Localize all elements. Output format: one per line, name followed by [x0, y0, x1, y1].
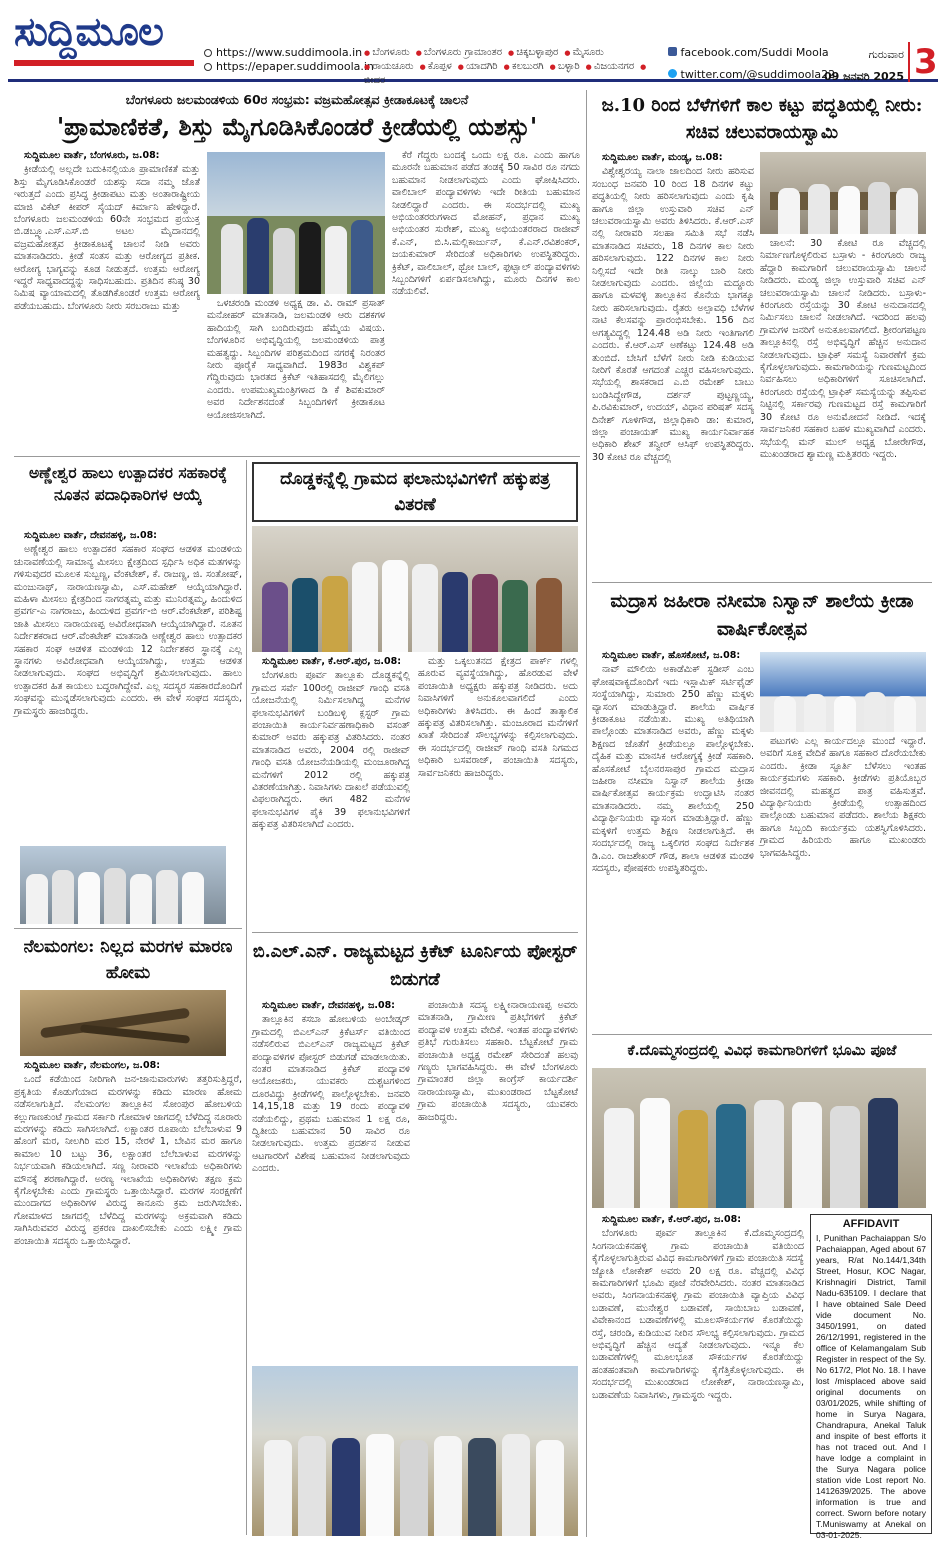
- story7-col1: [252, 1000, 410, 1362]
- story4-headline: ದೊಡ್ಡಕನ್ನೆಲ್ಲಿ ಗ್ರಾಮದ ಫಲಾನುಭವಿಗಳಿಗೆ ಹಕ್ಕುಪತ್ರ ವಿತರಣೆ: [252, 462, 578, 522]
- story1-place: ಬೆಂಗಳೂರು, ಜ.08:: [90, 150, 160, 161]
- story3-body: [14, 530, 242, 842]
- story5-body-2: ಪಟುಗಳು ಎಲ್ಲ ಕಾರ್ಯದಲ್ಲೂ ಮುಂದೆ ಇದ್ದಾರೆ. ಅವರಿಗೆ ಸೂಕ್ತ ವೇದಿಕೆ ಹಾಗೂ ಸಹಕಾರ ದೊರೆಯಬೇಕು ಎಂದರು. ಕ್ರೀಡಾ ಸ್ಫೂರ್ತಿ ಬೆಳೆಸಲು ಇಂತಹ ಕಾರ್ಯಕ್ರಮಗಳು ಸಹಕಾರಿ. ಕ್ರೀಡೆಗಳು ಪ್ರತಿಯೊಬ್ಬರ ಜೀವನದಲ್ಲಿ ಮಹತ್ವದ ಪಾತ್ರ ವಹಿಸುತ್ತವೆ. ವಿದ್ಯಾರ್ಥಿನಿಯರು ಕ್ರೀಡೆಯಲ್ಲಿ ಉತ್ಸಾಹದಿಂದ ಪಾಲ್ಗೊಂಡು ಬಹುಮಾನ ಪಡೆದರು. ಶಾಲೆಯ ಶಿಕ್ಷಕರು ಹಾಗೂ ಸಿಬ್ಬಂದಿ ಕಾರ್ಯಕ್ರಮ ಯಶಸ್ವಿಗೊಳಿಸಿದರು. ಗ್ರಾಮದ ಹಿರಿಯರು ಹಾಗೂ ಮುಖಂಡರು ಭಾಗವಹಿಸಿದ್ದರು.: [760, 736, 926, 859]
- story1-body-3: ಕೆರೆ ಗೆದ್ದರು ಬಂದಕ್ಕೆ ಒಂದು ಲಕ್ಷ ರೂ. ಎಂದು ಹಾಗೂ ಮೂರನೇ ಬಹುಮಾನ ಪಡೆದ ತಂಡಕ್ಕೆ 50 ಸಾವಿರ ರೂ ನಗದು ಬಹುಮಾನ ನೀಡಲಾಗುವುದು ಎಂದು ಘೋಷಿಸಿದರು. ವಾಲಿಬಾಲ್ ಪಂದ್ಯಾವಳಿಗಳು ಇದೇ ರೀತಿಯ ಬಹುಮಾನ ನೀಡಲಿದ್ದಾರೆ ಎಂದರು. ಈ ಸಂದರ್ಭದಲ್ಲಿ ಮುಖ್ಯ ಅಭಿಯಂತರರುಗಳಾದ ಮೋಹನ್, ಪ್ರಧಾನ ಮುಖ್ಯ ಅಭಿಯಂತರ ಸುರೇಶ್, ಮುಖ್ಯ ಅಭಿಯಂತರರಾದ ರಾಜೀವ್ ಕೆ.ಎನ್, ಬಿ.ಸಿ.ಮಲ್ಲಿಕಾರ್ಜುನ್, ಕೆ.ಎನ್.ರವಿಶಂಕರ್, ಜಯಕುಮಾರ್ ಸೇರಿದಂತೆ ಅಧಿಕಾರಿಗಳು ಉಪಸ್ಥಿತರಿದ್ದರು. ಕ್ರಿಕೆಟ್, ವಾಲಿಬಾಲ್, ಥ್ರೋ ಬಾಲ್, ಫುಟ್ಬಾಲ್ ಪಂದ್ಯಾವಳಿಗಳು ಸಿಬ್ಬಂದಿಗಳಿಗೆ ಏರ್ಪಡಿಸಲಾಗಿದ್ದು, ಮೂರು ದಿನಗಳ ಕಾಲ ನಡೆಯಲಿವೆ.: [392, 150, 580, 298]
- column-divider: [586, 90, 587, 585]
- city-edition-link[interactable]: ● ರಾಯಚೂರು: [364, 61, 414, 72]
- story3-byline: ಸುದ್ದಿಮೂಲ ವಾರ್ತೆ,: [24, 530, 88, 541]
- city-editions: [364, 46, 664, 88]
- story3-photo: [20, 846, 226, 924]
- story7-headline: ಬಿ.ಎಲ್.ಎನ್. ರಾಜ್ಯಮಟ್ಟದ ಕ್ರಿಕೆಟ್ ಟೂರ್ನಿಯ ಪೋಸ್ಟರ್ ಬಿಡುಗಡೆ: [252, 942, 578, 990]
- story1-headline: 'ಪ್ರಾಮಾಣಿಕತೆ, ಶಿಸ್ತು ಮೈಗೂಡಿಸಿಕೊಂಡರೆ ಕ್ರೀಡೆಯಲ್ಲಿ ಯಶಸ್ಸು': [56, 112, 538, 141]
- epaper-link[interactable]: https://epaper.suddimoola.in: [216, 60, 374, 73]
- story2-photo: [760, 152, 926, 234]
- story7-place: ದೇವನಹಳ್ಳಿ, ಜ.08:: [328, 1000, 395, 1011]
- story1-body-1: ಕ್ರೀಡೆಯಲ್ಲಿ ಅಲ್ಲದೇ ಬದುಕಿನಲ್ಲಿಯೂ ಪ್ರಾಮಾಣಿಕತೆ ಮತ್ತು ಶಿಸ್ತು ಮೈಗೂಡಿಸಿಕೊಂಡರೆ ಯಶಸ್ಸು ಸದಾ ನಮ್ಮ ಜೊತೆ ಇರುತ್ತದೆ ಎಂದು ಪ್ರಸಿದ್ಧ ಕ್ರೀಡಾಪಟು ಮತ್ತು ಅಂತಾರಾಷ್ಟ್ರೀಯ ಮಾಜಿ ವಿಕೆಟ್ ಕೀಪರ್ ಸೈಯದ್ ಕಿರ್ಮಾನಿ ಹೇಳಿದ್ದಾರೆ. ಬೆಂಗಳೂರು ಜಲಮಂಡಳಿಯ 60ನೇ ಸಂಭ್ರಮದ ಪ್ರಯುಕ್ತ ಬಿ.ಡಬ್ಲ್ಯೂ.ಎಸ್.ಎಸ್.ಬಿ ಅಟಲ ಮೈದಾನದಲ್ಲಿ ವಜ್ರಮಹೋತ್ಸವ ಕ್ರೀಡಾಕೂಟಕ್ಕೆ ಚಾಲನೆ ನೀಡಿ ಅವರು ಮಾತನಾಡಿದರು. ಕ್ರೀಡೆ ಸಂತಸ ಮತ್ತು ಆರೋಗ್ಯದ ಪ್ರತೀಕ. ಆರೋಗ್ಯ ಭಾಗ್ಯವನ್ನು ಕೂಡ ನೀಡುತ್ತದೆ. ಉತ್ತಮ ಆರೋಗ್ಯ ಇದ್ದರೆ ಸಾಧ್ಯವಾದದ್ದನ್ನು ಸಾಧಿಸಬಹುದು. ಪ್ರತಿದಿನ ಕನಿಷ್ಠ 30 ನಿಮಿಷ ವ್ಯಾಯಾಮದಲ್ಲಿ ತೊಡಗಿಕೊಂಡರೆ ಉತ್ತಮ ಆರೋಗ್ಯ ಪಡೆಯಬಹುದು. ಬೆಂಗಳೂರು ನೀರು ಸರಬರಾಜು ಮತ್ತು: [14, 164, 200, 312]
- story8-photo: [592, 1068, 926, 1208]
- story3-headline: ಅಣ್ಣೇಶ್ವರ ಹಾಲು ಉತ್ಪಾದಕರ ಸಹಕಾರಕ್ಕೆ ನೂತನ ಪದಾಧಿಕಾರಿಗಳ ಆಯ್ಕೆ: [28, 463, 228, 504]
- facebook-link[interactable]: facebook.com/Suddi Moola: [680, 46, 829, 59]
- masthead: [8, 4, 938, 86]
- page-number: 3: [908, 42, 938, 82]
- city-edition-link[interactable]: ● ಬೆಂಗಳೂರು: [364, 47, 410, 58]
- day-label: ಗುರುವಾರ: [868, 48, 904, 61]
- column-divider: [246, 460, 247, 1535]
- story4-byline: ಸುದ್ದಿಮೂಲ ವಾರ್ತೆ,: [262, 656, 326, 667]
- story4-col1: [252, 656, 410, 928]
- globe-icon: [204, 49, 212, 57]
- section-divider: [14, 456, 580, 457]
- story5-headline: ಮದ್ರಾಸ ಜಹೀರಾ ನಸೀಮಾ ನಿಸ್ವಾನ್ ಶಾಲೆಯ ಕ್ರೀಡಾ ವಾರ್ಷಿಕೋತ್ಸವ: [610, 591, 914, 640]
- web-links: [204, 46, 374, 74]
- story5-body-1: ನಾವ್ ಮೌಲಿಯಿ ಅಕಾಡೆಮಿಕ್ ಸ್ಟಡೀಸ್ ಎಂಬ ಘೋಷವಾಕ್ಯದೊಂದಿಗೆ ಇದು ಇಸ್ಲಾಮಿಕ್ ಸರ್ಟಿಫೈಡ್ ಸಂಸ್ಥೆಯಾಗಿದ್ದು, ಸುಮಾರು 250 ಹೆಣ್ಣು ಮಕ್ಕಳು ವ್ಯಾಸಂಗ ಮಾಡುತ್ತಿದ್ದಾರೆ. ಶಾಲೆಯ ವಾರ್ಷಿಕ ಕ್ರೀಡಾಕೂಟ ನಡೆಯಿತು. ಮುಖ್ಯ ಅತಿಥಿಯಾಗಿ ಪಾಲ್ಗೊಂಡು ಮಾತನಾಡಿದ ಅವರು, ಹೆಣ್ಣು ಮಕ್ಕಳು ಶಿಕ್ಷಣದ ಜೊತೆಗೆ ಕ್ರೀಡೆಯಲ್ಲೂ ಪಾಲ್ಗೊಳ್ಳಬೇಕು. ದೈಹಿಕ ಮತ್ತು ಮಾನಸಿಕ ಆರೋಗ್ಯಕ್ಕೆ ಕ್ರೀಡೆ ಸಹಕಾರಿ. ಹೊಸಕೋಟೆ ಬೈಲನರಸಾಪುರ ಗ್ರಾಮದ ಮದ್ರಾಸ ಜಹೀರಾ ನಸೀಮಾ ನಿಸ್ವಾನ್ ಶಾಲೆಯ ಕ್ರೀಡಾ ವಾರ್ಷಿಕೋತ್ಸವ ಕಾರ್ಯಕ್ರಮ ಉದ್ಘಾಟಿಸಿ ನಂತರ ಮಾತನಾಡಿದರು. ನಮ್ಮ ಶಾಲೆಯಲ್ಲಿ 250 ವಿದ್ಯಾರ್ಥಿನಿಯರು ವ್ಯಾಸಂಗ ಮಾಡುತ್ತಿದ್ದಾರೆ. ಹೆಣ್ಣು ಮಕ್ಕಳಿಗೆ ಉತ್ತಮ ಶಿಕ್ಷಣ ನೀಡಲಾಗುತ್ತಿದೆ. ಈ ಸಂದರ್ಭದಲ್ಲಿ ರಾಜ್ಯ ಒಕ್ಕಲಿಗರ ಸಂಘದ ನಿರ್ದೇಶಕ ಡಿ.ಎಂ. ರಾಜಶೇಖರ್ ಗೌಡ, ಶಾಲಾ ಆಡಳಿತ ಮಂಡಳಿ ಸದಸ್ಯರು, ಪೋಷಕರು ಉಪಸ್ಥಿತರಿದ್ದರು.: [592, 664, 754, 874]
- city-edition-link[interactable]: ● ಯಾದಗಿರಿ: [458, 61, 498, 72]
- story6-text: ಒಂದೆ ಕಡೆಯಿಂದ ನೀರಿಗಾಗಿ ಜನ-ಜಾನುವಾರುಗಳು ತತ್ತರಿಸುತ್ತಿದ್ದರೆ, ಪ್ರಕೃತಿಯ ಕೊಡುಗೆಯಾದ ಮರಗಳನ್ನು ಕಡಿದು ಮಾರಣ ಹೋಮ ನಡೆಸಲಾಗುತ್ತಿದೆ. ನೆಲಮಂಗಲ ತಾಲ್ಲೂಕಿನ ಸೋಂಪುರ ಹೋಬಳಿಯ ಕಲ್ಲುಗಾಣಕುಂಟೆ ಗ್ರಾಮದ ಸರ್ಕಾರಿ ಗೋಮಾಳ ಜಾಗದಲ್ಲಿ ಬೆಳೆದಿದ್ದ ನೂರಾರು ಮರಗಳನ್ನು ಕಡಿದು ಸಾಗಿಸಲಾಗಿದೆ. ಲಕ್ಷಾಂತರ ರೂಪಾಯಿ ಬೆಲೆಬಾಳುವ 9 ಹೊಂಗೆ ಮರ, ನೀಲಗಿರಿ ಮರ 15, ನೇರಳೆ 1, ಬೇವಿನ ಮರ ಹಾಗೂ ಕಾಮಾಲ 10 ಬಟ್ಟು 36, ಲಕ್ಷಾಂತರ ಬೆಲೆಬಾಳುವ ಮರಗಳನ್ನು ನಿರ್ಭಯವಾಗಿ ಕಡಿಯಲಾಗಿದೆ. ಸಣ್ಣ ನೀರಾವರಿ ಇಲಾಖೆಯ ಅಧಿಕಾರಿಗಳು ಮೌನಕ್ಕೆ ಶರಣಾಗಿದ್ದಾರೆ. ಅರಣ್ಯ ಇಲಾಖೆಯ ಅಧಿಕಾರಿಗಳು ತಕ್ಷಣ ಕ್ರಮ ಕೈಗೊಳ್ಳಬೇಕು ಎಂದು ಗ್ರಾಮಸ್ಥರು ಒತ್ತಾಯಿಸಿದ್ದಾರೆ. ಮರಗಳ ಸಂರಕ್ಷಣೆಗೆ ಮುಂದಾಗದ ಅಧಿಕಾರಿಗಳ ವಿರುದ್ಧ ಕಾನೂನು ಕ್ರಮ ಜರುಗಿಸಬೇಕು. ಗೋಮಾಳದ ಜಾಗದಲ್ಲಿ ಬೆಳೆದಿದ್ದ ಮರಗಳನ್ನು ಅಕ್ರಮವಾಗಿ ಕಡಿದು ಸಾಗಿಸಿರುವವರ ವಿರುದ್ಧ ಪ್ರಕರಣ ದಾಖಲಿಸಬೇಕು ಎಂದು ಲಕ್ಷ್ಮೀ ಗ್ರಾಮ ಪಂಚಾಯಿತಿ ಸದಸ್ಯರು ಒತ್ತಾಯಿಸಿದ್ದಾರೆ.: [14, 1074, 242, 1247]
- story8-text: ಬೆಂಗಳೂರು ಪೂರ್ವ ತಾಲ್ಲೂಕಿನ ಕೆ.ದೊಮ್ಮಸಂದ್ರದಲ್ಲಿ ಸಿಂಗನಾಯಕನಹಳ್ಳಿ ಗ್ರಾಮ ಪಂಚಾಯಿತಿ ವತಿಯಿಂದ ಕೈಗೊಳ್ಳಲಾಗುತ್ತಿರುವ ವಿವಿಧ ಕಾಮಗಾರಿಗಳಿಗೆ ಗ್ರಾಮ ಪಂಚಾಯಿತಿ ಸದಸ್ಯೆ ಜ್ಯೋತಿ ಲೋಕೇಶ್ ಅವರು 20 ಲಕ್ಷ ರೂ. ವೆಚ್ಚದಲ್ಲಿ ವಿವಿಧ ಕಾಮಗಾರಿಗಳಿಗೆ ಭೂಮಿ ಪೂಜೆ ನೆರವೇರಿಸಿದರು. ನಂತರ ಮಾತನಾಡಿದ ಅವರು, ಸಿಂಗನಾಯಕನಹಳ್ಳಿ ಗ್ರಾಮ ಪಂಚಾಯಿತಿ ವ್ಯಾಪ್ತಿಯ ವಿವಿಧ ಬಡಾವಣೆ, ಮುನೇಶ್ವರ ಬಡಾವಣೆ, ಸಾಯಿಬಾಬ ಬಡಾವಣೆ, ವಿವೇಕಾನಂದ ಬಡಾವಣೆಗಳಲ್ಲಿ ಮೂಲಸೌಕರ್ಯಗಳ ಕೊರತೆಯಿದ್ದು ರಸ್ತೆ, ಚರಂಡಿ, ಕುಡಿಯುವ ನೀರಿನ ಸೌಲಭ್ಯ ಕಲ್ಪಿಸಲಾಗುವುದು. ಗ್ರಾಮದ ಅಭಿವೃದ್ಧಿಗೆ ಹೆಚ್ಚಿನ ಆದ್ಯತೆ ನೀಡಲಾಗುವುದು. ಇನ್ನೂ ಕೆಲ ಬಡಾವಣೆಗಳಲ್ಲಿ ಮೂಲಭೂತ ಸೌಕರ್ಯಗಳ ಕೊರತೆಯಿದ್ದು ಹಂತಹಂತವಾಗಿ ಕಾಮಗಾರಿಗಳನ್ನು ಕೈಗೆತ್ತಿಕೊಳ್ಳಲಾಗುವುದು. ಈ ಸಂದರ್ಭದಲ್ಲಿ ಮುಖಂಡರಾದ ಲೋಕೇಶ್, ನಾರಾಯಣಸ್ವಾಮಿ, ಬಡಾವಣೆಯ ನಿವಾಸಿಗಳು, ಗ್ರಾಮಸ್ಥರು ಇದ್ದರು.: [592, 1228, 804, 1401]
- story5-place: ಹೊಸಕೋಟೆ, ಜ.08:: [668, 650, 741, 661]
- affidavit-title: AFFIDAVIT: [842, 1218, 900, 1230]
- city-edition-link[interactable]: ● ಕೊಪ್ಪಳ: [420, 61, 452, 72]
- story2-byline: ಸುದ್ದಿಮೂಲ ವಾರ್ತೆ,: [602, 152, 666, 163]
- story1-byline: ಸುದ್ದಿಮೂಲ ವಾರ್ತೆ,: [24, 150, 88, 161]
- twitter-link[interactable]: twitter.com/@suddimoola22: [680, 68, 836, 81]
- story5-col1: [592, 650, 754, 1030]
- story7-photo: [252, 1366, 578, 1536]
- city-edition-link[interactable]: ● ಬೆಂಗಳೂರು ಗ್ರಾಮಾಂತರ: [416, 47, 502, 58]
- affidavit-notice: [810, 1214, 932, 1540]
- story1-kicker: ಬೆಂಗಳೂರು ಜಲಮಂಡಳಿಯ 60ರ ಸಂಭ್ರಮ: ವಜ್ರಮಹೋತ್ಸವ ಕ್ರೀಡಾಕೂಟಕ್ಕೆ ಚಾಲನೆ: [125, 92, 469, 107]
- story4-col2: [418, 656, 578, 928]
- story1-col3: [392, 150, 580, 452]
- story4-body-1: ಬೆಂಗಳೂರು ಪೂರ್ವ ತಾಲ್ಲೂಕು ದೊಡ್ಡಕನ್ನೆಲ್ಲಿ ಗ್ರಾಮದ ಸರ್ವೆ 100ರಲ್ಲಿ ರಾಜೀವ್ ಗಾಂಧಿ ವಸತಿ ಯೋಜನೆಯಲ್ಲಿ ನಿರ್ಮಿಸಲಾಗಿದ್ದ ಮನೆಗಳ ಫಲಾನುಭವಿಗಳಿಗೆ ಬಂಡಿಬಳ್ಳಿ ಕ್ಲಸ್ಟರ್ ಗ್ರಾಮ ಪಂಚಾಯಿತಿ ಕಾರ್ಯನಿರ್ವಹಣಾಧಿಕಾರಿ ವಸಂತ್ ಕುಮಾರ್ ಅವರು ಹಕ್ಕುಪತ್ರ ವಿತರಿಸಿದರು. ನಂತರ ಮಾತನಾಡಿದ ಅವರು, 2004 ರಲ್ಲಿ ರಾಜೀವ್ ಗಾಂಧಿ ವಸತಿ ಯೋಜನೆಯಡಿಯಲ್ಲಿ ಮಂಜೂರಾಗಿದ್ದ ಮನೆಗಳಿಗೆ 2012 ರಲ್ಲಿ ಹಕ್ಕುಪತ್ರ ವಿತರಣೆಯಾಗಿತ್ತು. ನಿವಾಸಿಗಳು ದಾಖಲೆ ಪಡೆಯುವಲ್ಲಿ ವಿಫಲರಾಗಿದ್ದರು. ಈಗ 482 ಮನೆಗಳ ಫಲಾನುಭವಿಗಳ ಪೈಕಿ 39 ಫಲಾನುಭವಿಗಳಿಗೆ ಹಕ್ಕುಪತ್ರ ವಿತರಿಸಲಾಗಿದೆ ಎಂದರು.: [252, 670, 410, 831]
- city-edition-link[interactable]: ● ಕಲಬುರಗಿ: [504, 61, 544, 72]
- story7-body-1: ತಾಲ್ಲೂಕಿನ ಕಸಬಾ ಹೋಬಳಿಯ ಅಂಬೇಡ್ಕರ್ ಗ್ರಾಮದಲ್ಲಿ ಬಿಎಲ್ಎನ್ ಕ್ರಿಕೆಟರ್ಸ್ ವತಿಯಿಂದ ನಡೆಸಲಿರುವ ಬಿಎಲ್ಎನ್ ರಾಜ್ಯಮಟ್ಟದ ಕ್ರಿಕೆಟ್ ಪಂದ್ಯಾವಳಿಗಳ ಪೋಸ್ಟರ್ ಬಿಡುಗಡೆ ಮಾಡಲಾಯಿತು. ನಂತರ ಮಾತನಾಡಿದ ಕ್ರಿಕೆಟ್ ಪಂದ್ಯಾವಳಿ ಆಯೋಜಕರು, ಯುವಕರು ದುಶ್ಚಟಗಳಿಂದ ದೂರವಿದ್ದು ಕ್ರೀಡೆಗಳಲ್ಲಿ ಪಾಲ್ಗೊಳ್ಳಬೇಕು. ಜನವರಿ 14,15,18 ಮತ್ತು 19 ರಂದು ಪಂದ್ಯಾವಳಿ ನಡೆಯಲಿದ್ದು, ಪ್ರಥಮ ಬಹುಮಾನ 1 ಲಕ್ಷ ರೂ, ದ್ವಿತೀಯ ಬಹುಮಾನ 50 ಸಾವಿರ ರೂ ನೀಡಲಾಗುವುದು. ಉತ್ತಮ ಪ್ರದರ್ಶನ ನೀಡುವ ಆಟಗಾರರಿಗೆ ವಿಶೇಷ ಬಹುಮಾನ ನೀಡಲಾಗುವುದು ಎಂದರು.: [252, 1014, 410, 1175]
- city-edition-link[interactable]: ● ಬೀದರ: [364, 61, 646, 86]
- globe-icon: [204, 63, 212, 71]
- story5-col2: [760, 736, 926, 1030]
- story8-body: [592, 1214, 804, 1538]
- story7-body-2: ಪಂಚಾಯಿತಿ ಸದಸ್ಯ ಲಕ್ಷ್ಮೀನಾರಾಯಣಪ್ಪ ಅವರು ಮಾತನಾಡಿ, ಗ್ರಾಮೀಣ ಪ್ರತಿಭೆಗಳಿಗೆ ಕ್ರಿಕೆಟ್ ಪಂದ್ಯಾವಳಿ ಉತ್ತಮ ವೇದಿಕೆ. ಇಂತಹ ಪಂದ್ಯಾವಳಿಗಳು ಪ್ರತಿಭೆ ಗುರುತಿಸಲು ಸಹಕಾರಿ. ಬೆಟ್ಟಕೋಟೆ ಗ್ರಾಮ ಪಂಚಾಯಿತಿ ಅಧ್ಯಕ್ಷ ರಮೇಶ್ ಸೇರಿದಂತೆ ಹಲವು ಗಣ್ಯರು ಭಾಗವಹಿಸಿದ್ದರು. ಈ ವೇಳೆ ಬೆಂಗಳೂರು ಗ್ರಾಮಾಂತರ ಜಿಲ್ಲಾ ಕಾಂಗ್ರೆಸ್ ಕಾರ್ಯದರ್ಶಿ ನಾರಾಯಣಸ್ವಾಮಿ, ಮುಖಂಡರಾದ ಬೆಟ್ಟಕೋಟೆ ಗ್ರಾಮ ಪಂಚಾಯಿತಿ ಸದಸ್ಯರು, ಯುವಕರು ಹಾಜರಿದ್ದರು.: [418, 1000, 578, 1123]
- story8-headline: ಕೆ.ದೊಮ್ಮಸಂದ್ರದಲ್ಲಿ ವಿವಿಧ ಕಾಮಗಾರಿಗಳಿಗೆ ಭೂಮಿ ಪೂಜೆ: [627, 1042, 897, 1059]
- section-divider: [592, 1034, 932, 1035]
- story8-place: ಕೆ.ಆರ್.ಪುರ, ಜ.08:: [668, 1214, 741, 1225]
- story6-byline: ಸುದ್ದಿಮೂಲ ವಾರ್ತೆ,: [24, 1060, 88, 1071]
- story7-byline: ಸುದ್ದಿಮೂಲ ವಾರ್ತೆ,: [262, 1000, 326, 1011]
- story6-body: [14, 1060, 242, 1538]
- story5-byline: ಸುದ್ದಿಮೂಲ ವಾರ್ತೆ,: [602, 650, 666, 661]
- story7-col2: [418, 1000, 578, 1362]
- city-edition-link[interactable]: ● ವಿಜಯನಗರ: [586, 61, 634, 72]
- story3-text: ಅಣ್ಣೇಶ್ವರ ಹಾಲು ಉತ್ಪಾದಕರ ಸಹಕಾರ ಸಂಘದ ಆಡಳಿತ ಮಂಡಳಿಯ ಚುನಾವಣೆಯಲ್ಲಿ ಸಾಮಾನ್ಯ ಮೀಸಲು ಕ್ಷೇತ್ರದಿಂದ ಸ್ಪರ್ಧಿಸಿ ಅಧಿಕ ಮತಗಳನ್ನು ಗಳಿಸುವುದರ ಮೂಲಕ ಸುಬ್ಬಣ್ಣ, ವೆಂಕಟೇಶ್, ಕೆ. ರಾಜಣ್ಣ, ಜಿ. ಸಂತೋಷ್, ಮಂಜುನಾಥ್, ನಾರಾಯಣಸ್ವಾಮಿ, ಎಸ್.ಮಹೇಶ್ ಆಯ್ಕೆಯಾಗಿದ್ದಾರೆ. ಮಹಿಳಾ ಮೀಸಲು ಕ್ಷೇತ್ರದಿಂದ ನಾಗರತ್ನಮ್ಮ ಮತ್ತು ಮುನಿರತ್ನಮ್ಮ, ಹಿಂದುಳಿದ ಪ್ರವರ್ಗ-ಎ ನಾಗರಾಜು, ಹಿಂದುಳಿದ ಪ್ರವರ್ಗ-ಬಿ ಆರ್.ವೆಂಕಟೇಶ್, ಪರಿಶಿಷ್ಟ ಜಾತಿ ಮೀಸಲು ನಾರಾಯಣಪ್ಪ ಅವಿರೋಧವಾಗಿ ಆಯ್ಕೆಯಾಗಿದ್ದಾರೆ. ನೂತನ ನಿರ್ದೇಶಕರಾದ ಆರ್.ವೆಂಕಟೇಶ್ ಮಾತನಾಡಿ ಅಣ್ಣೇಶ್ವರ ಹಾಲು ಉತ್ಪಾದಕರ ಸಹಕಾರ ಸಂಘ ಆಡಳಿತ ಮಂಡಳಿಯ 12 ನಿರ್ದೇಶಕರ ಸ್ಥಾನಕ್ಕೆ ಎಲ್ಲ ಸ್ಥಾನಗಳು ಅವಿರೋಧವಾಗಿ ಆಯ್ಕೆಯಾಗಿದ್ದು, ಉತ್ತಮ ಆಡಳಿತ ನೀಡಲಾಗುವುದು. ಸಂಘದ ಅಭಿವೃದ್ಧಿಗೆ ಶ್ರಮಿಸಲಾಗುವುದು. ಹಾಲು ಉತ್ಪಾದಕರ ಹಿತ ಕಾಯಲು ಬದ್ಧರಾಗಿದ್ದೇವೆ. ಎಲ್ಲ ಸದಸ್ಯರ ಸಹಕಾರದೊಂದಿಗೆ ಸಂಘವನ್ನು ಮುನ್ನಡೆಸಲಾಗುವುದು ಎಂದರು. ಈ ವೇಳೆ ಸಂಘದ ಸದಸ್ಯರು, ಗ್ರಾಮಸ್ಥರು ಹಾಜರಿದ್ದರು.: [14, 544, 242, 717]
- story2-place: ಮಂಡ್ಯ, ಜ.08:: [668, 152, 723, 163]
- website-link[interactable]: https://www.suddimoola.in: [216, 46, 363, 59]
- date-label: 09 ಜನವರಿ 2025: [824, 70, 904, 83]
- facebook-icon: [668, 47, 677, 56]
- story6-place: ನೆಲಮಂಗಲ, ಜ.08:: [90, 1060, 161, 1071]
- story2-body-2: ಚಾಲನೆ: 30 ಕೋಟಿ ರೂ ವೆಚ್ಚದಲ್ಲಿ ನಿರ್ಮಾಣಗೊಳ್ಳಲಿರುವ ಬಸ್ರಾಳು - ಕಿರಂಗೂರು ರಾಜ್ಯ ಹೆದ್ದಾರಿ ಕಾಮಗಾರಿಗೆ ಚಲುವರಾಯಸ್ವಾಮಿ ಚಾಲನೆ ನೀಡಿದರು. ಮಂಡ್ಯ ಜಿಲ್ಲಾ ಉಸ್ತುವಾರಿ ಸಚಿವ ಎನ್ ಚಲುವರಾಯಸ್ವಾಮಿ ಚಾಲನೆ ನೀಡಿದರು. ಬಸ್ರಾಳು-ಕಿರಂಗೂರು ರಸ್ತೆಯನ್ನು 30 ಕೋಟಿ ಅನುದಾನದಲ್ಲಿ ನಿರ್ಮಿಸಲು ಚಾಲನೆ ನೀಡಲಾಗಿದೆ. ಇದರಿಂದ ಹಲವು ಗ್ರಾಮಗಳ ಜನರಿಗೆ ಅನುಕೂಲವಾಗಲಿದೆ. ಶ್ರೀರಂಗಪಟ್ಟಣ ತಾಲ್ಲೂಕಿನಲ್ಲಿ ರಸ್ತೆ ಅಭಿವೃದ್ಧಿಗೆ ಹೆಚ್ಚಿನ ಅನುದಾನ ನೀಡಲಾಗುವುದು. ಟ್ರಾಫಿಕ್ ಸಮಸ್ಯೆ ನಿವಾರಣೆಗೆ ಕ್ರಮ ಕೈಗೊಳ್ಳಲಾಗುವುದು. ಕಾಮಗಾರಿಯನ್ನು ಗುಣಮಟ್ಟದಿಂದ ನಿರ್ವಹಿಸಲು ಅಧಿಕಾರಿಗಳಿಗೆ ಸೂಚಿಸಲಾಗಿದೆ. ಕಿರಂಗೂರು ರಸ್ತೆಯಲ್ಲಿ ಟ್ರಾಫಿಕ್ ಸಮಸ್ಯೆಯನ್ನು ತಪ್ಪಿಸುವ ನಿಟ್ಟಿನಲ್ಲಿ ಸರ್ಕಾರವು ಗುಣಮಟ್ಟದ ರಸ್ತೆ ಕಾಮಗಾರಿಗೆ 30 ಕೋಟಿ ರೂ ಅನುಮೋದನೆ ನೀಡಿದೆ. ಇದಕ್ಕೆ ಸಾರ್ವಜನಿಕರ ಸಹಕಾರ ಬಹಳ ಮುಖ್ಯವಾಗಿದೆ ಎಂದರು. ಸಭೆಯಲ್ಲಿ ಮನ್ ಮುಲ್ ಅಧ್ಯಕ್ಷ ಬೋರೇಗೌಡ, ಮುಖಂಡರಾದ ಶ್ಯಾಮಣ್ಣ ಮತ್ತಿತರರು ಇದ್ದರು.: [760, 238, 926, 460]
- story4-photo: [252, 526, 578, 652]
- story2-body-1: ವಿಶ್ವೇಶ್ವರಯ್ಯ ನಾಲಾ ಜಾಲದಿಂದ ನೀರು ಹರಿಸುವ ಸಂಬಂಧ ಜನವರಿ 10 ರಿಂದ 18 ದಿನಗಳ ಕಟ್ಟು ಪದ್ಧತಿಯಲ್ಲಿ ನೀರು ಹರಿಸಲಾಗುವುದು ಎಂದು ಕೃಷಿ ಹಾಗೂ ಜಿಲ್ಲಾ ಉಸ್ತುವಾರಿ ಸಚಿವ ಎನ್ ಚಲುವರಾಯಸ್ವಾಮಿ ಅವರು ತಿಳಿಸಿದರು. ಕೆ.ಆರ್.ಎಸ್ ನಲ್ಲಿ ನೀರಾವರಿ ಸಲಹಾ ಸಮಿತಿ ಸಭೆ ನಡೆಸಿ ಮಾತನಾಡಿದ ಸಚಿವರು, 18 ದಿನಗಳ ಕಾಲ ನೀರು ಹರಿಸಲಾಗುವುದು. 122 ದಿನಗಳ ಕಾಲ ನೀರು ನಿಲ್ಲಿಸದೆ ಇದೇ ರೀತಿ ನಾಲ್ಕು ಬಾರಿ ನೀರು ನೀಡಲಾಗುವುದು ಎಂದರು. ಜಿಲ್ಲೆಯ ಮದ್ದೂರು ಹಾಗೂ ಮಳವಳ್ಳಿ ತಾಲ್ಲೂಕಿನ ಕೊನೆಯ ಭಾಗಕ್ಕೂ ನೀರು ಹರಿಸಲಾಗುವುದು. ರೈತರು ಅಲ್ಪಾವಧಿ ಬೆಳೆಗಳ ನಾಟಿ ಕೆಲಸವನ್ನು ಪ್ರಾರಂಭಿಸಬೇಕು. 156 ದಿನ ಅಗತ್ಯವಿದ್ದಲ್ಲಿ 124.48 ಅಡಿ ನೀರು ಇಂತಿಗಾಗಲಿ ಎಂದರು. ಕೆ.ಆರ್.ಎಸ್ ಅಣೆಕಟ್ಟು 124.48 ಅಡಿ ತುಂಬಿದೆ. ಬೇಸಿಗೆ ಬೆಳೆಗೆ ನೀರು ನೀಡಿ ಕುಡಿಯುವ ನೀರಿಗೆ ಕೊರತೆ ಆಗದಂತೆ ಎಚ್ಚರ ವಹಿಸಲಾಗುವುದು. ಸಭೆಯಲ್ಲಿ ಶಾಸಕರಾದ ಎ.ಬಿ ರಮೇಶ್ ಬಾಬು ಬಂಡಿಸಿದ್ದೇಗೌಡ, ದರ್ಶನ್ ಪುಟ್ಟಣ್ಣಯ್ಯ, ಪಿ.ರವಿಕುಮಾರ್, ಉದಯ್, ವಿಧಾನ ಪರಿಷತ್ ಸದಸ್ಯ ದಿನೇಶ್ ಗೂಳಿಗೌಡ, ಜಿಲ್ಲಾಧಿಕಾರಿ ಡಾ: ಕುಮಾರ, ಜಿಲ್ಲಾ ಪಂಚಾಯತ್ ಮುಖ್ಯ ಕಾರ್ಯನಿರ್ವಾಹಕ ಅಧಿಕಾರಿ ಶೇಖ್ ತನ್ವೀರ್ ಆಸಿಫ್ ಉಪಸ್ಥಿತರಿದ್ದರು. 30 ಕೋಟಿ ರೂ ವೆಚ್ಚದಲ್ಲಿ: [592, 166, 754, 463]
- story2-headline: ಜ.10 ರಿಂದ ಬೆಳೆಗಳಿಗೆ ಕಾಲ ಕಟ್ಟು ಪದ್ಧತಿಯಲ್ಲಿ ನೀರು: ಸಚಿವ ಚಲುವರಾಯಸ್ವಾಮಿ: [601, 95, 923, 143]
- date-block: [804, 48, 904, 84]
- column-divider: [586, 582, 587, 1537]
- story3-place: ದೇವನಹಳ್ಳಿ, ಜ.08:: [90, 530, 157, 541]
- story1-photo: [207, 152, 385, 294]
- city-edition-link[interactable]: ● ಮೈಸೂರು: [564, 47, 603, 58]
- story1-body-2: ಒಳಚರಂಡಿ ಮಂಡಳಿ ಅಧ್ಯಕ್ಷ ಡಾ. ವಿ. ರಾಮ್ ಪ್ರಸಾತ್ ಮನೋಹರ್ ಮಾತನಾಡಿ, ಜಲಮಂಡಳಿ ಆರು ದಶಕಗಳ ಹಾದಿಯಲ್ಲಿ ಸಾಗಿ ಬಂದಿರುವುದು ಹೆಮ್ಮೆಯ ವಿಷಯ. ಬೆಂಗಳೂರಿನ ಅಭಿವೃದ್ಧಿಯಲ್ಲಿ ಜಲಮಂಡಳಿಯ ಪಾತ್ರ ಮಹತ್ವದ್ದು. ಸಿಬ್ಬಂದಿಗಳ ಪರಿಶ್ರಮದಿಂದ ನಗರಕ್ಕೆ ನಿರಂತರ ನೀರು ಪೂರೈಕೆ ಸಾಧ್ಯವಾಗಿದೆ. 1983ರ ವಿಶ್ವಕಪ್ ಗೆದ್ದಿರುವುದು ಭಾರತದ ಕ್ರಿಕೆಟ್ ಇತಿಹಾಸದಲ್ಲಿ ಮೈಲಿಗಲ್ಲು ಎಂದರು. ಉಪಮುಖ್ಯಮಂತ್ರಿಗಳಾದ ಡಿ ಕೆ ಶಿವಕುಮಾರ್ ಅವರ ನಿರ್ದೇಶನದಂತೆ ಸಿಬ್ಬಂದಿಗಳಿಗೆ ಕ್ರೀಡಾಕೂಟ ಆಯೋಜಿಸಲಾಗಿದೆ.: [207, 298, 385, 421]
- story5-photo: [760, 652, 926, 732]
- story6-photo: [20, 990, 226, 1056]
- story4-body-2: ಮತ್ತು ಒಕ್ಕಲುತನದ ಕ್ಷೇತ್ರದ ಪಾರ್ಕ್ ಗಳಲ್ಲಿ ಹೂರುವ ವ್ಯವಸ್ಥೆಯಾಗಿದ್ದು, ಹೊರಡುವ ವೇಳೆ ಪಂಚಾಯಿತಿ ಅಧ್ಯಕ್ಷರು ಹಕ್ಕುಪತ್ರ ನೀಡಿದರು. ಅದು ನಿವಾಸಿಗಳಿಗೆ ಅನುಕೂಲವಾಗಲಿದೆ ಎಂದು ಅಧಿಕಾರಿಗಳು ತಿಳಿಸಿದರು. ಈ ಹಿಂದೆ ತಾತ್ಕಾಲಿಕ ಹಕ್ಕುಪತ್ರ ವಿತರಿಸಲಾಗಿತ್ತು. ಮಂಜೂರಾದ ಮನೆಗಳಿಗೆ ಖಾತೆ ಸೇರಿದಂತೆ ಸೌಲಭ್ಯಗಳನ್ನು ಕಲ್ಪಿಸಲಾಗುವುದು. ಈ ಸಂದರ್ಭದಲ್ಲಿ ರಾಜೀವ್ ಗಾಂಧಿ ವಸತಿ ನಿಗಮದ ಅಧಿಕಾರಿ ಬಸವರಾಜ್, ಪಂಚಾಯಿತಿ ಸದಸ್ಯರು, ಸಾರ್ವಜನಿಕರು ಹಾಜರಿದ್ದರು.: [418, 656, 578, 779]
- story1-col1: [14, 150, 200, 452]
- story2-col1: [592, 152, 754, 577]
- story8-byline: ಸುದ್ದಿಮೂಲ ವಾರ್ತೆ,: [602, 1214, 666, 1225]
- story2-col2: [760, 238, 926, 577]
- section-divider: [14, 928, 242, 929]
- section-divider: [252, 932, 578, 933]
- story4-place: ಕೆ.ಆರ್.ಪುರ, ಜ.08:: [328, 656, 401, 667]
- logo-underline: [14, 60, 194, 66]
- story6-headline: ನೆಲಮಂಗಲ: ನಿಲ್ಲದ ಮರಗಳ ಮಾರಣ ಹೋಮ: [23, 937, 233, 983]
- city-edition-link[interactable]: ● ಚಿಕ್ಕಬಳ್ಳಾಪುರ: [508, 47, 558, 58]
- story1-col2: [207, 298, 385, 452]
- newspaper-logo: ಸುದ್ದಿಮೂಲ: [14, 8, 163, 55]
- section-divider: [592, 582, 932, 583]
- affidavit-body: I, Punithan Pachaiappan S/o Pachaiappan, Aged about 67 years, R/at No.144/1,34th Street, Hosur, KOC Nagar, Krishnagiri District, Tamil Nadu-635109. I declare that I have obtained Sale Deed vide document No. 3450/1991, on dated 26/12/1991, registered in the office of Kelamangalam Sub Register in respect of the Sy. No 617/2, Plot No. 18. I have lost /misplaced above said original documents on 03/01/2025, while shifting of home in Surya Nagara, Chandrapura, Anekal Taluk and inspite of best efforts it has not traced out. And I have lodge a complaint in the Surya Nagara police station vide Lost report No. 1412639/2025. The above information is true and correct. Sworn before notary T.Muniswamy at Anekal on 03-01-2025.: [816, 1233, 926, 1540]
- twitter-icon: [668, 69, 677, 78]
- city-edition-link[interactable]: ● ಬಳ್ಳಾರಿ: [550, 61, 580, 72]
